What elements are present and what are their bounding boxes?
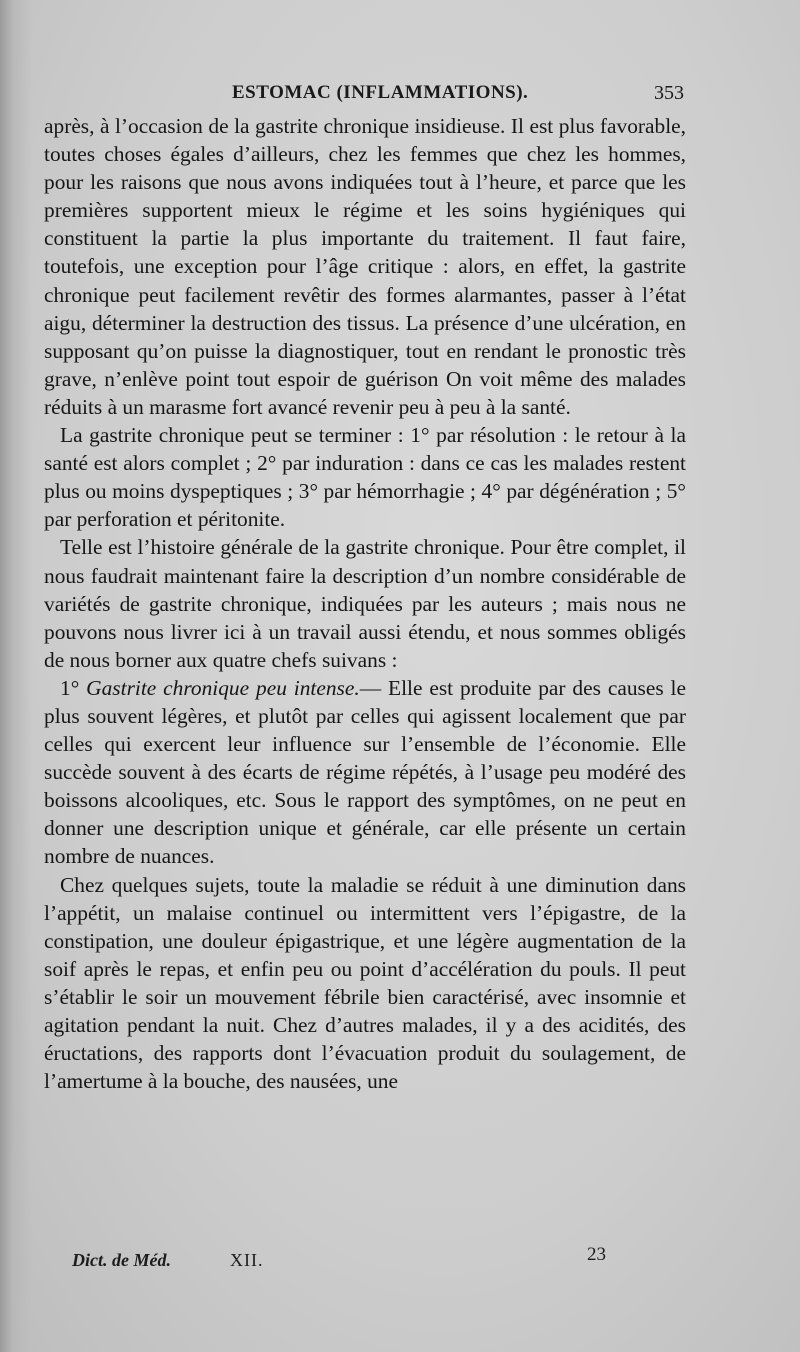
page-number: 353 <box>654 82 684 104</box>
paragraph-1-text: après, à l’occasion de la gastrite chronique insidieuse. Il est plus favorable, toutes choses égales d’ailleurs, chez les femmes que chez les hommes, pour les raisons que nous avons indiquées tout à l’heure, et parce que les premières supportent mieux le régime et les soins hygiéniques qui constituent la partie la plus importante du traitement. Il faut faire, toutefois, une exception pour l’âge critique : alors, en effet, la gastrite chronique peut facilement revêtir des formes alarmantes, passer à l’état aigu, déterminer la destruction des tissus. La présence d’une ulcération, en supposant qu’on puisse la diagnostiquer, tout en rendant le pronostic très grave, n’enlève point tout espoir de guérison On voit même des malades réduits à un marasme fort avancé revenir peu à peu à la santé. <box>44 114 686 419</box>
paragraph-1 <box>44 112 686 421</box>
paragraph-4-text: — Elle est produite par des causes le plus souvent légères, et plutôt par celles qui agissent localement que par celles qui exercent leur influence sur l’ensemble de l’économie. Elle succède souvent à des écarts de régime répétés, à l’usage peu modéré des boissons alcooliques, etc. Sous le rapport des symptômes, on ne peut en donner une description unique et générale, car elle présente un certain nombre de nuances. <box>44 675 686 869</box>
paragraph-5 <box>44 871 686 1096</box>
gutter-shadow <box>0 0 32 1352</box>
footer-volume: XII. <box>230 1250 264 1270</box>
footer-signature: Dict. de Méd. <box>72 1250 171 1270</box>
paragraph-4-italic-heading: Gastrite chronique peu intense. <box>86 675 360 700</box>
paragraph-4 <box>44 674 686 871</box>
paragraph-3 <box>44 533 686 673</box>
paragraph-2-text: La gastrite chronique peut se terminer : 1° par résolution : le retour à la santé est alors complet ; 2° par induration : dans ce cas les malades restent plus ou moins dyspeptiques ; 3° par hémorrhagie ; 4° par dégénération ; 5° par perforation et péritonite. <box>44 423 686 532</box>
body-text <box>44 112 686 1095</box>
paragraph-3-text: Telle est l’histoire générale de la gastrite chronique. Pour être complet, il nous faudrait maintenant faire la description d’un nombre considérable de variétés de gastrite chronique, indiquées par les auteurs ; mais nous ne pouvons nous livrer ici à un travail aussi étendu, et nous sommes obligés de nous borner aux quatre chefs suivans : <box>44 535 686 672</box>
paragraph-2 <box>44 421 686 533</box>
paragraph-5-text: Chez quelques sujets, toute la maladie se réduit à une diminution dans l’appétit, un malaise continuel ou intermittent vers l’épigastre, de la constipation, une douleur épigastrique, et une légère augmentation de la soif après le repas, et enfin peu ou point d’accélération du pouls. Il peut s’établir le soir un mouvement fébrile bien caractérisé, avec insomnie et agitation pendant la nuit. Chez d’autres malades, il y a des acidités, des éructations, des rapports dont l’évacuation produit du soulagement, de l’amertume à la bouche, des nausées, une <box>44 872 686 1094</box>
running-head <box>42 82 684 112</box>
running-head-title: ESTOMAC (INFLAMMATIONS). <box>232 82 529 103</box>
footer-signature-number: 23 <box>587 1244 606 1265</box>
paragraph-4-lead: 1° <box>60 675 80 700</box>
